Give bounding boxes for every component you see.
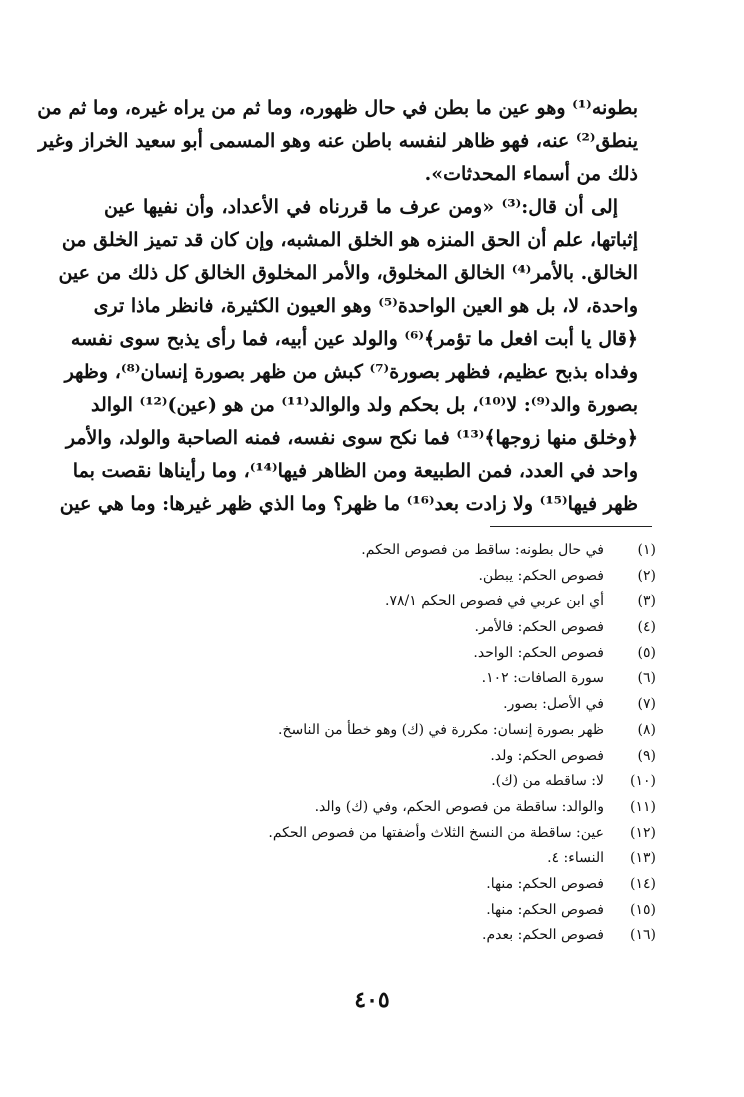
footnote-number: (١٠) xyxy=(630,773,656,790)
footnote-number: (٥) xyxy=(637,644,656,661)
body-line: واحد في العدد، فمن الطبيعة ومن الظاهر فيها⁽¹⁴⁾، وما رأيناها نقصت بما xyxy=(72,460,638,482)
footnote-number: (٣) xyxy=(637,593,656,610)
body-line: ينطق⁽²⁾ عنه، فهو ظاهر لنفسه باطن عنه وهو المسمى أبو سعيد الخراز وغير xyxy=(38,130,638,152)
body-line: ذلك من أسماء المحدثات». xyxy=(424,163,638,185)
footnote-text: فصوص الحكم: منها. xyxy=(486,875,604,892)
footnote-text: والوالد: ساقطة من فصوص الحكم، وفي (ك) والد. xyxy=(314,798,604,815)
page-number: ٤٠٥ xyxy=(354,987,390,1013)
footnote xyxy=(96,821,656,847)
footnote-text: فصوص الحكم: يبطن. xyxy=(478,567,604,584)
footnote-text: في الأصل: بصور. xyxy=(503,696,604,713)
footnote-text: فصوص الحكم: ولد. xyxy=(490,747,604,764)
body-line: بطونه⁽¹⁾ وهو عين ما بطن في حال ظهوره، وما ثم من يراه غيره، وما ثم من xyxy=(37,97,638,119)
body-line: ظهر فيها⁽¹⁵⁾ ولا زادت بعد⁽¹⁶⁾ ما ظهر؟ وما الذي ظهر غيرها: وما هي عين xyxy=(59,493,638,515)
footnote xyxy=(96,538,656,564)
footnote-text: النساء: ٤. xyxy=(547,850,604,867)
footnote-text: ظهر بصورة إنسان: مكررة في (ك) وهو خطأ من الناسخ. xyxy=(278,721,604,738)
footnote-text: أي ابن عربي في فصوص الحكم ٧٨/١. xyxy=(385,593,604,610)
footnote xyxy=(96,615,656,641)
footnote xyxy=(96,795,656,821)
footnote xyxy=(96,718,656,744)
footnote-number: (٩) xyxy=(637,747,656,764)
footnote-number: (١٥) xyxy=(630,901,656,918)
footnote-text: سورة الصافات: ١٠٢. xyxy=(481,670,604,687)
footnote-number: (٤) xyxy=(637,619,656,636)
main-body-text xyxy=(37,92,638,521)
footnote-number: (٦) xyxy=(637,670,656,687)
footnote-text: فصوص الحكم: فالأمر. xyxy=(474,619,604,636)
footnote-number: (١٤) xyxy=(630,875,656,892)
footnote-number: (٧) xyxy=(637,696,656,713)
footnote xyxy=(96,589,656,615)
body-line: وفداه بذبح عظيم، فظهر بصورة⁽⁷⁾ كبش من ظهر بصورة إنسان⁽⁸⁾، وظهر xyxy=(64,361,638,383)
footnote-text: عين: ساقطة من النسخ الثلاث وأضفتها من فصوص الحكم. xyxy=(268,824,604,841)
footnote xyxy=(96,872,656,898)
body-line: بصورة والد⁽⁹⁾: لا⁽¹⁰⁾، بل بحكم ولد والوالد⁽¹¹⁾ من هو (عين)⁽¹²⁾ الوالد xyxy=(91,394,638,416)
body-line: إلى أن قال:⁽³⁾ «ومن عرف ما قررناه في الأعداد، وأن نفيها عين xyxy=(104,196,618,218)
footnote xyxy=(96,666,656,692)
footnote-number: (٢) xyxy=(637,567,656,584)
footnote-text: فصوص الحكم: منها. xyxy=(486,901,604,918)
footnote-text: فصوص الحكم: الواحد. xyxy=(473,644,604,661)
footnote-text: لا: ساقطه من (ك). xyxy=(491,773,604,790)
footnote-number: (١٢) xyxy=(630,824,656,841)
body-line: إثباتها، علم أن الحق المنزه هو الخلق المشبه، وإن كان قد تميز الخلق من xyxy=(61,229,638,251)
footnote xyxy=(96,744,656,770)
footnote-text: فصوص الحكم: بعدم. xyxy=(482,927,604,944)
footnote-number: (٨) xyxy=(637,721,656,738)
footnote xyxy=(96,564,656,590)
footnote-number: (١) xyxy=(637,542,656,558)
footnote-number: (١٣) xyxy=(630,850,656,867)
footnote xyxy=(96,923,656,949)
body-line: ﴿قال يا أبت افعل ما تؤمر﴾⁽⁶⁾ والولد عين أبيه، فما رأى يذبح سوى نفسه xyxy=(70,328,638,350)
footnote-separator xyxy=(490,526,652,527)
footnotes xyxy=(96,538,656,949)
footnote-text: في حال بطونه: ساقط من فصوص الحكم. xyxy=(361,542,604,558)
body-line: واحدة، لا، بل هو العين الواحدة⁽⁵⁾ وهو العيون الكثيرة، فانظر ماذا ترى xyxy=(93,295,638,317)
footnote-number: (١١) xyxy=(630,798,656,815)
footnote xyxy=(96,846,656,872)
body-line: ﴿وخلق منها زوجها﴾⁽¹³⁾ فما نكح سوى نفسه، فمنه الصاحبة والولد، والأمر xyxy=(65,427,638,449)
body-line: الخالق. بالأمر⁽⁴⁾ الخالق المخلوق، والأمر المخلوق الخالق كل ذلك من عين xyxy=(58,262,638,284)
footnote xyxy=(96,769,656,795)
footnote xyxy=(96,898,656,924)
footnote xyxy=(96,692,656,718)
footnote xyxy=(96,641,656,667)
footnote-number: (١٦) xyxy=(630,927,656,944)
